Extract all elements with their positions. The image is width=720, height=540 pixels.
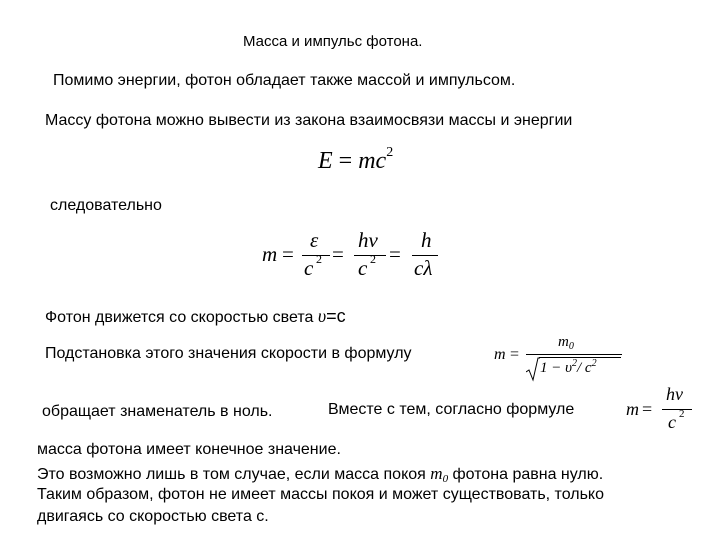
formula-relativistic-mass [492, 334, 622, 386]
formula2-n2: hν [358, 228, 378, 252]
p9-m-sub: 0 [442, 473, 449, 485]
paragraph-however: Вместе с тем, согласно формуле [328, 401, 575, 418]
formula3-root-tail-pow: 2 [591, 358, 597, 369]
formula2-d1pow: 2 [316, 252, 322, 266]
paragraph-mass-derivation: Массу фотона можно вывести из закона взаимосвязи массы и энергии [45, 112, 573, 129]
formula2-m: m [262, 242, 278, 266]
sqrt-icon [526, 356, 540, 382]
formula1-pow: 2 [386, 145, 394, 160]
p4-eqc: =c [326, 306, 346, 326]
formula3-root-bar [539, 357, 621, 358]
formula1-e: E [318, 148, 333, 174]
formula3-m: m [494, 346, 506, 363]
paragraph-therefore: следовательно [50, 197, 162, 214]
formula2-d2: c [358, 256, 368, 280]
paragraph-rest-mass-zero [37, 464, 603, 484]
paragraph-substitution: Подстановка этого значения скорости в формулу [45, 345, 412, 362]
formula4-den: c [668, 412, 676, 432]
p4-v: υ [317, 306, 327, 326]
formula2-d3: cλ [414, 256, 433, 280]
formula2-n3: h [421, 228, 432, 252]
formula3-bar [526, 354, 622, 355]
formula3-root [540, 360, 597, 377]
paragraph-speed-of-light [45, 306, 346, 327]
formula-energy-mass [318, 145, 394, 175]
formula3-num-m: m [558, 334, 569, 350]
formula-photon-mass [258, 228, 438, 280]
formula2-d1: c [304, 256, 314, 280]
formula3-num [558, 334, 574, 351]
formula2-eq2: = [332, 242, 344, 266]
formula3-root-lead: 1 − υ [540, 360, 573, 376]
p9-m [430, 464, 448, 483]
formula4-bar [662, 409, 692, 410]
paragraph-energy-mass: Помимо энергии, фотон обладает также массой и импульсом. [53, 72, 516, 89]
formula2-eq1: = [282, 242, 294, 266]
formula2-d2pow: 2 [370, 252, 376, 266]
formula1-eq: = [338, 148, 353, 174]
formula3-root-pow: 2 [572, 358, 578, 369]
formula3-root-tail: / c [577, 360, 592, 376]
paragraph-finite-mass: масса фотона имеет конечное значение. [37, 441, 341, 458]
formula4-eq: = [642, 399, 653, 419]
p9-m-letter: m [430, 464, 443, 483]
formula3-num-sub: 0 [568, 341, 574, 352]
formula3-eq: = [510, 346, 520, 363]
p9-text-a: Это возможно лишь в том случае, если масса покоя [37, 466, 426, 483]
formula4-m: m [626, 399, 639, 419]
formula1-mc: mc [358, 148, 387, 174]
paragraph-conclusion-end: двигаясь со скоростью света с. [37, 508, 269, 525]
p4-text: Фотон движется со скоростью света [45, 309, 314, 326]
paragraph-conclusion: Таким образом, фотон не имеет массы покоя и может существовать, только [37, 486, 604, 503]
formula4-denpow: 2 [679, 408, 685, 420]
formula2-eq3: = [389, 242, 401, 266]
formula2-n1: ε [310, 228, 319, 252]
paragraph-denominator-zero: обращает знаменатель в ноль. [42, 403, 273, 420]
formula-photon-mass-freq [624, 384, 694, 436]
page-title: Масса и импульс фотона. [243, 33, 423, 50]
formula4-num: hν [666, 384, 683, 404]
p9-text-b: фотона равна нулю. [452, 466, 604, 483]
